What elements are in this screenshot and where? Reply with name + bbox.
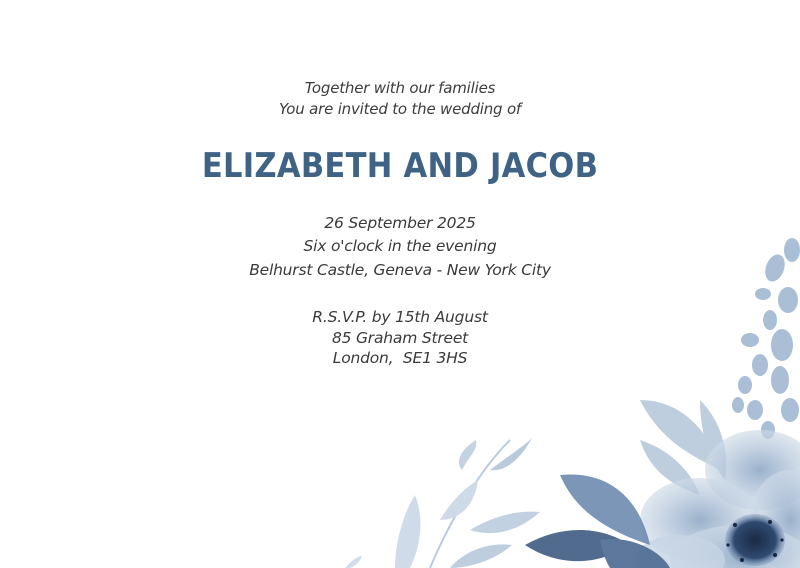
rsvp-street: 85 Graham Street (331, 329, 469, 347)
rsvp-deadline: R.S.V.P. by 15th August (312, 308, 488, 326)
couple-names-heading: ELIZABETH AND JACOB (201, 146, 599, 186)
wedding-date: 26 September 2025 (324, 214, 476, 232)
leafy-branch-icon (345, 438, 540, 568)
intro-line-families: Together with our families (304, 79, 496, 97)
wedding-venue: Belhurst Castle, Geneva - New York City (249, 261, 551, 279)
large-flower-icon (635, 430, 800, 568)
wedding-time: Six o'clock in the evening (303, 237, 497, 255)
rsvp-city: London, SE1 3HS (332, 349, 468, 367)
intro-line-invited: You are invited to the wedding of (278, 100, 521, 118)
dark-leaves-icon (525, 474, 670, 568)
leaf-cluster-icon (640, 400, 726, 495)
